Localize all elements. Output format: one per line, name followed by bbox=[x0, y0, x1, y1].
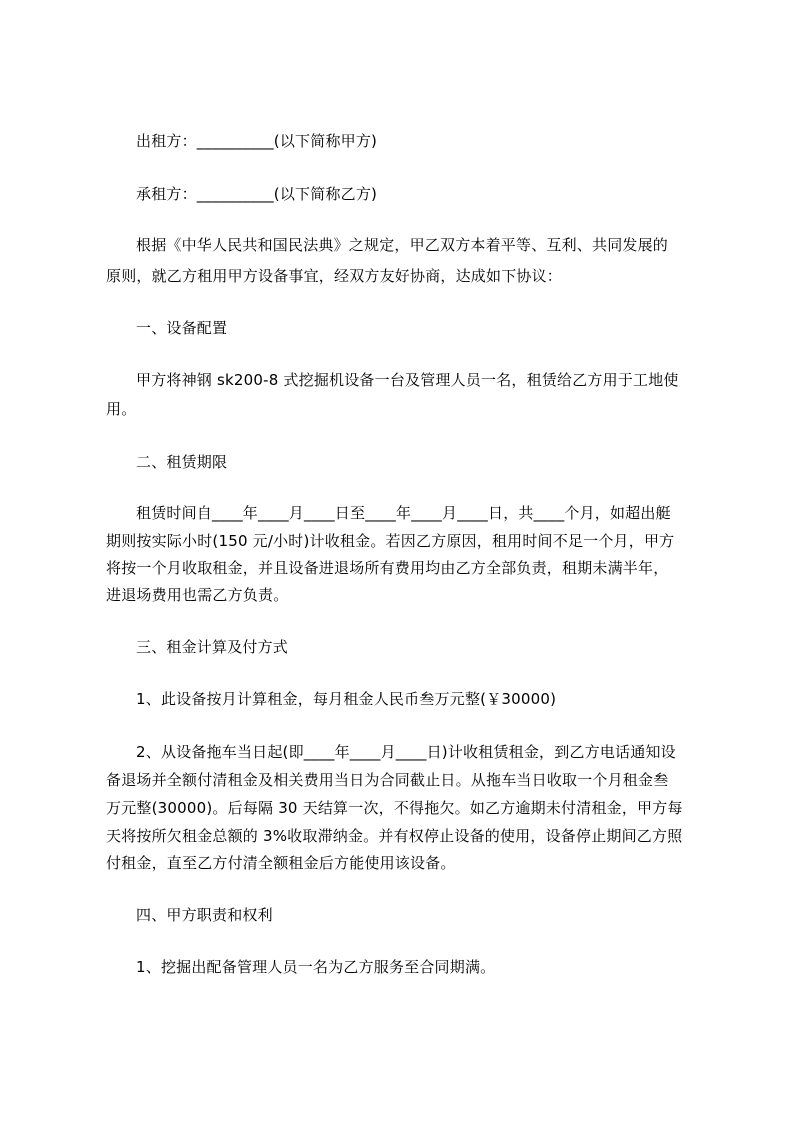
section2-line-1: 租赁时间自____年____月____日至____年____月____日，共____个月，如超出艇 bbox=[136, 504, 671, 522]
lessor-line: 出租方：__________(以下简称甲方) bbox=[136, 132, 378, 150]
section3-item2-line-1: 2、从设备拖车当日起(即____年____月____日)计收租赁租金，到乙方电话通知设 bbox=[136, 743, 676, 761]
section4-item-1: 1、挖掘出配备管理人员一名为乙方服务至合同期满。 bbox=[136, 958, 496, 976]
intro-line-2: 原则，就乙方租用甲方设备事宜，经双方友好协商，达成如下协议： bbox=[106, 267, 563, 285]
section3-heading: 三、租金计算及付方式 bbox=[136, 638, 289, 656]
section3-item2-line-2: 备退场并全额付清租金及相关费用当日为合同截止日。从拖车当日收取一个月租金叁 bbox=[106, 771, 669, 789]
section3-item-1: 1、此设备按月计算租金，每月租金人民币叁万元整(￥30000) bbox=[136, 690, 557, 708]
section2-line-2: 期则按实际小时(150 元/小时)计收租金。若因乙方原因，租用时间不足一个月，甲方 bbox=[106, 532, 675, 550]
section1-line-1: 甲方将神钢 sk200-8 式挖掘机设备一台及管理人员一名，租赁给乙方用于工地使 bbox=[136, 371, 679, 389]
section1-heading: 一、设备配置 bbox=[136, 319, 228, 337]
section3-item2-line-5: 付租金，直至乙方付清全额租金后方能使用该设备。 bbox=[106, 854, 456, 872]
section4-heading: 四、甲方职责和权利 bbox=[136, 906, 273, 924]
section2-heading: 二、租赁期限 bbox=[136, 453, 228, 471]
section2-line-4: 进退场费用也需乙方负责。 bbox=[106, 586, 289, 604]
section3-item2-line-3: 万元整(30000)。后每隔 30 天结算一次，不得拖欠。如乙方逾期未付清租金，甲方每 bbox=[106, 799, 683, 817]
section2-line-3: 将按一个月收取租金，并且设备进退场所有费用均由乙方全部负责，租期未满半年， bbox=[106, 559, 669, 577]
section3-item2-line-4: 天将按所欠租金总额的 3%收取滞纳金。并有权停止设备的使用，设备停止期间乙方照 bbox=[106, 827, 683, 845]
section1-line-2: 用。 bbox=[106, 400, 137, 418]
lessee-line: 承租方：__________(以下简称乙方) bbox=[136, 185, 378, 203]
intro-line-1: 根据《中华人民共和国民法典》之规定，甲乙双方本着平等、互利、共同发展的 bbox=[136, 236, 669, 254]
